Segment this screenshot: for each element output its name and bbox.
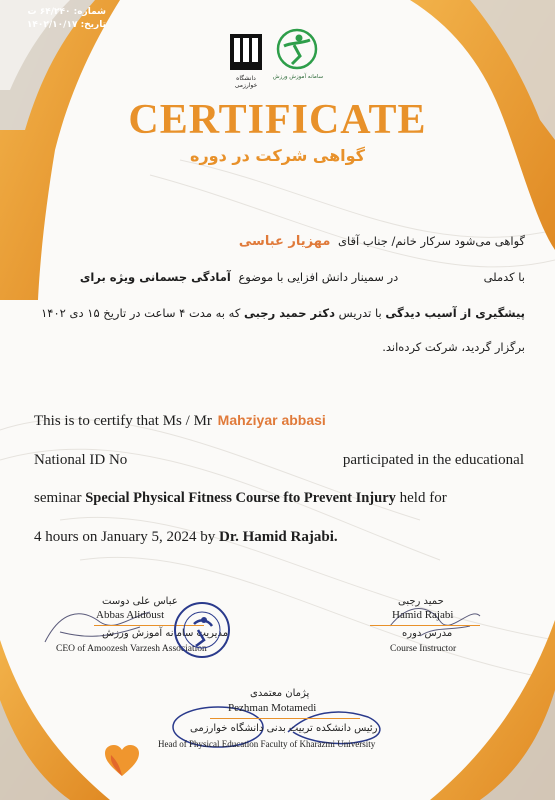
left-signer-role-en: CEO of Amoozesh Varzesh Association (56, 644, 207, 654)
persian-recipient-name: مهزیار عباسی (238, 234, 331, 249)
english-recipient-name: Mahziyar abbasi (217, 412, 326, 428)
persian-topic-part1: آمادگی جسمانی ویژه برای (79, 270, 231, 284)
document-number: شماره: ۶۴/۲۴۰ ت (27, 7, 106, 17)
amoozesh-logo-caption: سامانه آموزش ورزش (272, 74, 324, 80)
persian-line-2 (30, 270, 525, 284)
document-number-date (6, 6, 106, 32)
right-signer-name-fa: حمید رجبی (398, 596, 444, 607)
persian-topic-part2: پیشگیری از آسیب دیدگی (385, 306, 525, 320)
persian-national-id-label: با کدملی (483, 270, 525, 284)
persian-certify-prefix: گواهی می‌شود سرکار خانم/ جناب آقای (338, 234, 525, 248)
bottom-signer-role-en: Head of Physical Education Faculty of Kharazmi University (158, 739, 376, 749)
english-held-for: held for (399, 490, 447, 506)
left-signer-name-fa: عباس علی دوست (102, 596, 178, 607)
english-certify-prefix: This is to certify that Ms / Mr (34, 413, 212, 429)
english-line-4 (34, 529, 338, 546)
right-signer-role-fa: مدرس دوره (402, 628, 453, 639)
amoozesh-varzesh-logo-icon (272, 28, 324, 80)
kharazmi-logo-caption: دانشگاه خوارزمی (234, 75, 258, 89)
english-teacher-name: Dr. Hamid Rajabi. (218, 529, 338, 545)
english-course-name: Special Physical Fitness Course fto Prevent Injury (85, 490, 396, 506)
right-signature-line (370, 625, 480, 626)
persian-line-4 (30, 340, 525, 354)
kharazmi-university-logo-icon (228, 32, 264, 89)
left-signer-name-en: Abbas Alidoust (96, 609, 165, 621)
english-duration-date: 4 hours on January 5, 2024 by (34, 529, 216, 545)
stamp-icon (172, 600, 232, 660)
persian-teacher-name: دکتر حمید رجبی (243, 306, 335, 320)
persian-seminar-text: در سمینار دانش افزایی با موضوع (238, 270, 399, 284)
certificate-subtitle: گواهی شرکت در دوره (190, 146, 365, 165)
document-date: تاریخ: ۱۴۰۲/۱۰/۱۷ (26, 20, 106, 30)
bottom-signer-role-fa: رئیس دانشکده تربیت بدنی دانشگاه خوارزمی (190, 723, 378, 734)
persian-duration-date: که به مدت ۴ ساعت در تاریخ ۱۵ دی ۱۴۰۲ (41, 306, 241, 320)
persian-line-3 (30, 306, 525, 320)
english-seminar-label: seminar (34, 490, 82, 506)
bottom-signer-name-en: Pezhman Motamedi (228, 702, 317, 714)
english-line-3 (34, 490, 447, 507)
bottom-signer-name-fa: پژمان معتمدی (250, 688, 310, 699)
right-signer-name-en: Hamid Rajabi (392, 609, 454, 621)
signature-block-bottom (150, 688, 420, 758)
certificate-title: CERTIFICATE (128, 97, 427, 143)
english-participated-text: participated in the educational (342, 452, 524, 468)
english-line-1 (34, 412, 326, 430)
persian-line-1 (30, 234, 525, 249)
left-signer-role-fa: مدیریت سامانه آموزش ورزش (102, 628, 229, 639)
signature-block-right (360, 596, 510, 666)
persian-taught-by: با تدریس (338, 306, 382, 320)
heart-icon (104, 744, 140, 778)
english-national-id-label: National ID No (34, 452, 128, 468)
bottom-signature-line (210, 718, 360, 719)
english-line-2 (34, 452, 524, 469)
right-signer-role-en: Course Instructor (390, 644, 457, 654)
persian-attended-text: برگزار گردید، شرکت کرده‌اند. (382, 340, 525, 354)
